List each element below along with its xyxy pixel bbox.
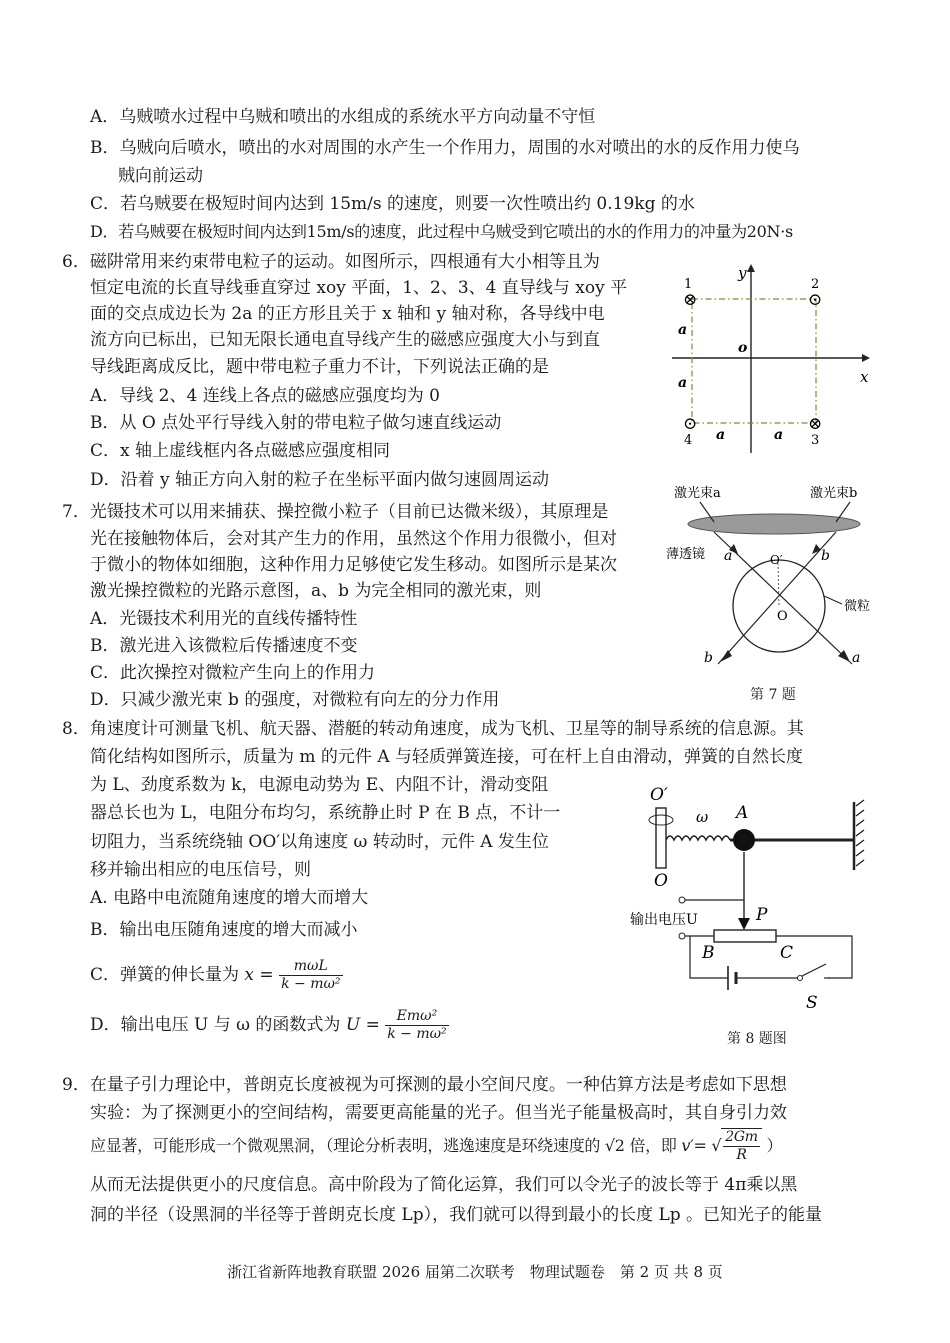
- q7-stem-line3: 于微小的物体如细胞，这种作用力足够使它发生移动。如图所示是某次: [90, 555, 617, 575]
- q8-option-c-fraction: [279, 958, 342, 993]
- wire-3-cross-icon: ⊗: [808, 414, 823, 434]
- rotation-axis-rod: [656, 808, 666, 868]
- q9-stem-line2: 实验：为了探测更小的空间结构，需要更高能量的光子。但当光子能量极高时，其自身引力效: [90, 1103, 787, 1123]
- bottom-a-right: a: [774, 427, 784, 443]
- slider-p-arrow: [738, 918, 750, 930]
- q8-stem-line6: 移并输出相应的电压信号，则: [90, 860, 311, 880]
- q5-option-a: A．乌贼喷水过程中乌贼和喷出的水组成的系统水平方向动量不守恒: [90, 107, 596, 127]
- q9-stem-line5: 洞的半径（设黑洞的半径等于普朗克长度 Lp），我们就可以得到最小的长度 Lp 。已知光子的能量: [90, 1205, 823, 1225]
- q6-stem-line1: 6．磁阱常用来约束带电粒子的运动。如图所示，四根通有大小相等且为: [62, 252, 600, 272]
- q8-option-c-var: x =: [244, 965, 274, 985]
- x-label: x: [860, 368, 869, 386]
- q9-numerator: 2Gm: [725, 1129, 758, 1145]
- label-c: C: [780, 943, 794, 963]
- beam-b-exit-arrow: [720, 650, 732, 662]
- wire-4-label: 4: [684, 433, 693, 448]
- side-a-upper: a: [678, 322, 688, 338]
- q7-option-a: A．光镊技术利用光的直线传播特性: [90, 609, 358, 629]
- particle-label: 微粒: [844, 599, 871, 614]
- q7-option-b: B．激光进入该微粒后传播速度不变: [90, 636, 358, 656]
- q9-stem-line1: 9．在量子引力理论中，普朗克长度被视为可探测的最小空间尺度。一种估算方法是考虑如下思想: [62, 1075, 787, 1095]
- label-o-prime: O′: [770, 553, 783, 567]
- label-a-lower: a: [852, 650, 861, 666]
- q8-figure-caption: 第 8 题图: [727, 1031, 787, 1047]
- q7-figure: [664, 478, 884, 678]
- lens-label: 薄透镜: [666, 547, 706, 562]
- q9-close-paren: ）: [766, 1136, 783, 1155]
- q7-option-d: D．只减少激光束 b 的强度，对微粒有向左的分力作用: [90, 690, 500, 710]
- q6-stem-line2: 恒定电流的长直导线垂直穿过 xoy 平面，1、2、3、4 直导线与 xoy 平: [90, 278, 628, 298]
- q6-stem-line5: 导线距离成反比，题中带电粒子重力不计，下列说法正确的是: [90, 357, 549, 377]
- q8-option-b: B．输出电压随角速度的增大而减小: [90, 920, 358, 940]
- origin-label: o: [738, 340, 748, 356]
- switch-s: [802, 964, 826, 976]
- q5-option-d: D．若乌贼要在极短时间内达到15m/s的速度，此过程中乌贼受到它喷出的水的作用力的冲量为20N·s: [90, 222, 793, 241]
- q6-stem-line4: 流方向已标出，已知无限长通电直导线产生的磁感应强度大小与到直: [90, 330, 600, 350]
- output-terminal-top: [679, 897, 685, 903]
- label-a-upper: a: [724, 548, 733, 564]
- q9-fraction: [723, 1129, 759, 1164]
- switch-pivot: [798, 976, 803, 981]
- wire-2-label: 2: [811, 277, 820, 292]
- wire-3-label: 3: [811, 433, 820, 448]
- wire-2-dot-icon: ⊙: [808, 290, 823, 310]
- q7-figure-caption: 第 7 题: [750, 687, 796, 703]
- q5-option-b-line1: B．乌贼向后喷水，喷出的水对周围的水产生一个作用力，周围的水对喷出的水的反作用力使乌: [90, 138, 800, 158]
- center-line: [778, 563, 779, 606]
- beam-b-arrow: [812, 544, 821, 554]
- q8-d-denominator: k − mω²: [387, 1026, 447, 1042]
- q8-option-a: A. 电路中电流随角速度的增大而增大: [90, 888, 369, 908]
- thin-lens: [688, 514, 860, 534]
- q8-option-d-text: D．输出电压 U 与 ω 的函数式为: [90, 1015, 341, 1035]
- q8-figure: [620, 782, 880, 1022]
- q8-c-denominator: k − mω²: [281, 976, 341, 992]
- rheostat: [714, 930, 776, 942]
- q8-d-numerator: Emω²: [385, 1008, 448, 1026]
- beam-a-label: 激光束a: [674, 486, 721, 501]
- q8-option-d-fraction: [385, 1008, 448, 1043]
- q6-option-a: A．导线 2、4 连线上各点的磁感应强度均为 0: [90, 386, 440, 406]
- q9-line3-text: 应显著，可能形成一个微观黑洞，（理论分析表明，逃逸速度是环绕速度的: [90, 1136, 601, 1155]
- wire-4-dot-icon: ⊙: [683, 414, 698, 434]
- x-axis-arrow: [862, 354, 870, 362]
- label-output-voltage: 输出电压U: [630, 912, 698, 928]
- q5-option-b-line2: 贼向前运动: [118, 166, 203, 186]
- q6-figure: [664, 258, 884, 458]
- label-b-upper: b: [821, 548, 830, 564]
- label-b: B: [702, 943, 715, 963]
- wall-hatching: [856, 800, 864, 866]
- q6-option-c: C．x 轴上虚线框内各点磁感应强度相同: [90, 441, 390, 461]
- beam-b-label: 激光束b: [810, 486, 858, 501]
- q8-stem-line2: 简化结构如图所示，质量为 m 的元件 A 与轻质弹簧连接，可在杆上自由滑动，弹簧的自然长度: [90, 747, 804, 767]
- q9-stem-line4: 从而无法提供更小的尺度信息。高中阶段为了简化运算，我们可以令光子的波长等于 4π乘以黑: [90, 1175, 798, 1195]
- label-o-prime: O′: [650, 785, 668, 805]
- q7-stem-line2: 光在接触物体后，会对其产生力的作用，虽然这个作用力很微小，但对: [90, 529, 617, 549]
- q8-stem-line1: 8．角速度计可测量飞机、航天器、潜艇的转动角速度，成为飞机、卫星等的制导系统的信息源。其: [62, 719, 804, 739]
- q9-sqrt2: √2: [604, 1136, 625, 1155]
- side-a-lower: a: [678, 375, 688, 391]
- square-frame: [692, 299, 816, 423]
- q7-stem-line4: 激光操控微粒的光路示意图，a、b 为完全相同的激光束，则: [90, 581, 542, 601]
- q9-line3-text2: 倍，即: [629, 1136, 677, 1155]
- label-b-lower: b: [704, 650, 713, 666]
- q6-option-d: D．沿着 y 轴正方向入射的粒子在坐标平面内做匀速圆周运动: [90, 470, 550, 490]
- q8-stem-line5: 切阻力，当系统绕轴 OO′以角速度 ω 转动时，元件 A 发生位: [90, 832, 549, 852]
- q9-stem-line3: 应显著，可能形成一个微观黑洞，（理论分析表明，逃逸速度是环绕速度的 √2 倍，即 v′= √ $\frac{2Gm}{R}$ ）: [90, 1129, 783, 1163]
- label-a: A: [736, 803, 749, 823]
- q6-stem-line3: 面的交点成边长为 2a 的正方形且关于 x 轴和 y 轴对称，各导线中电: [90, 304, 605, 324]
- particle-pointer: [824, 596, 842, 604]
- element-a: [733, 829, 755, 851]
- label-p: P: [756, 905, 768, 925]
- q9-v-prime: v′=: [681, 1136, 707, 1155]
- page-footer: 浙江省新阵地教育联盟 2026 届第二次联考 物理试题卷 第 2 页 共 8 页: [227, 1263, 723, 1281]
- label-s: S: [806, 993, 818, 1013]
- y-axis-arrow: [747, 264, 755, 272]
- q7-stem-line1: 7．光镊技术可以用来捕获、操控微小粒子（目前已达微米级），其原理是: [62, 502, 609, 522]
- label-o: O: [654, 871, 668, 891]
- bottom-a-left: a: [716, 427, 726, 443]
- wire-1-cross-icon: ⊗: [683, 290, 698, 310]
- q8-stem-line4: 器总长也为 L，电阻分布均匀，系统静止时 P 在 B 点，不计一: [90, 803, 561, 823]
- wire-1-label: 1: [684, 277, 693, 292]
- q9-denominator: R: [736, 1147, 747, 1163]
- q9-sqrt-radicand: [721, 1128, 761, 1164]
- q8-c-numerator: mωL: [279, 958, 342, 976]
- label-omega: ω: [696, 808, 709, 826]
- q7-option-c: C．此次操控对微粒产生向上的作用力: [90, 663, 376, 683]
- spring: [666, 836, 730, 840]
- q8-option-d-var: U =: [345, 1015, 380, 1035]
- q8-option-c-text: C．弹簧的伸长量为: [90, 965, 240, 985]
- q8-option-d: [90, 1008, 449, 1043]
- q8-option-c: [90, 958, 343, 993]
- label-o: O: [777, 609, 788, 624]
- output-terminal-bottom: [679, 933, 685, 939]
- q8-stem-line3: 为 L、劲度系数为 k，电源电动势为 E、内阻不计，滑动变阻: [90, 775, 549, 795]
- q5-option-c: C．若乌贼要在极短时间内达到 15m/s 的速度，则要一次性喷出约 0.19kg 的水: [90, 194, 695, 214]
- y-label: y: [738, 264, 747, 282]
- q6-option-b: B．从 O 点处平行导线入射的带电粒子做匀速直线运动: [90, 413, 502, 433]
